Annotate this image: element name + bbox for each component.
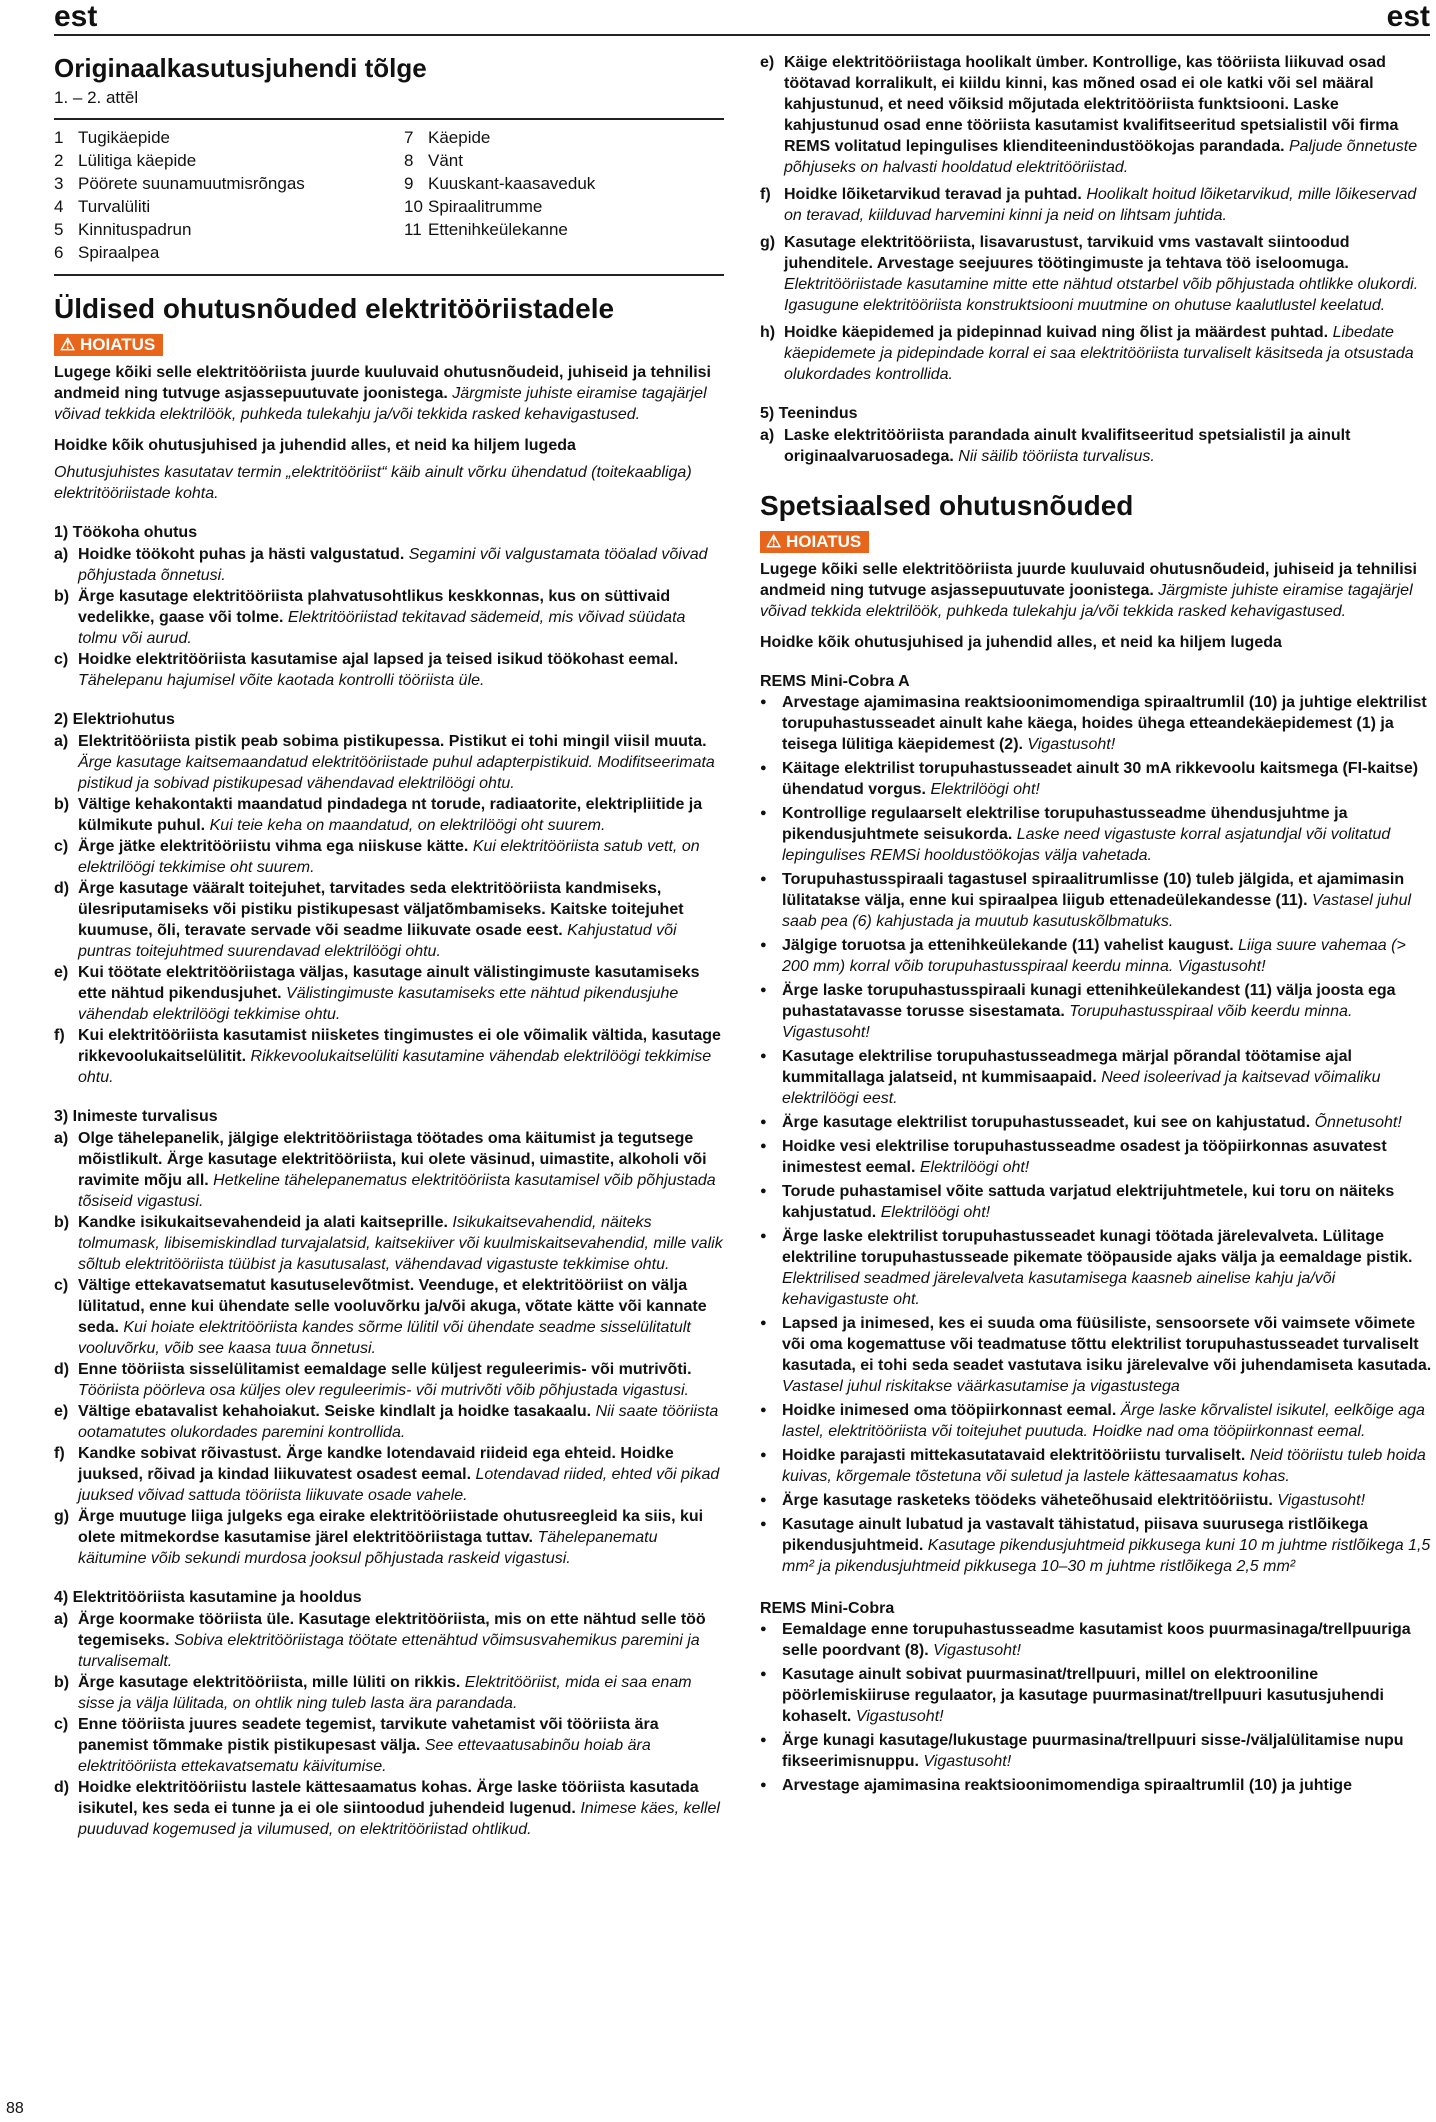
- part-item: [54, 126, 404, 149]
- bullet-icon: ●: [760, 1668, 767, 1680]
- bullet-icon: ●: [760, 1449, 767, 1461]
- part-number: 6: [54, 243, 64, 262]
- bullet-text: [782, 1226, 1436, 1310]
- parts-list: [54, 126, 724, 264]
- instruction-item: [54, 1275, 724, 1359]
- item-italic-text: Tööriista pöörleva osa küljes olev reguleerimis- või mutrivõti võib põhjustada vigastusi.: [78, 1382, 689, 1399]
- bullet-text: [782, 1619, 1436, 1661]
- instruction-item: [54, 649, 724, 691]
- bullet-item: [760, 1112, 1436, 1133]
- instruction-item: [54, 1443, 724, 1506]
- part-label: Spiraalpea: [78, 243, 160, 262]
- section-title: 4) Elektritööriista kasutamine ja hooldus: [54, 1589, 362, 1606]
- bullet-italic-text: Torupuhastusspiraal võib keerdu minna. Vigastusoht!: [782, 1003, 1353, 1041]
- bullet-italic-text: Laske need vigastuste korral asjatundjal või volitatud lepingulises REMSi hooldustöökojas välja vahetada.: [782, 826, 1391, 864]
- item-italic-text: Segamini või valgustamata tööalad võivad põhjustada õnnetusi.: [78, 546, 708, 584]
- bullet-italic-text: Neid tööriistu tuleb hoida kuivas, kõrgemale tõstetuna või suletud ja lastele kättesaamatus kohas.: [782, 1447, 1426, 1485]
- instruction-item: [54, 794, 724, 836]
- item-letter: e): [54, 1403, 69, 1420]
- bullet-icon: ●: [760, 1230, 767, 1242]
- service-title: 5) Teenindus: [760, 405, 858, 422]
- bullet-item: [760, 758, 1436, 800]
- bullet-italic-text: Vigastusoht!: [1277, 1492, 1366, 1509]
- item-bold-text: Olge tähelepanelik, jälgige elektritööriistaga töötades oma käitumist ja tegutsege mõistlikult. Ärge kasutage elektritööriista, kui olete väsinud, uimastite, alkoholi või ravimite mõju all.: [78, 1130, 707, 1189]
- item-italic-text: Hoolikalt hoitud lõiketarvikud, mille lõikeservad on teravad, kiilduvad harvemini kinni ja neid on lihtsam juhtida.: [784, 186, 1417, 224]
- bullet-icon: ●: [760, 1779, 767, 1791]
- bullet-text: [782, 1181, 1436, 1223]
- bullet-bold-text: Kasutage elektrilise torupuhastusseadmega märjal põrandal töötamise ajal kummitallaga jalatseid, nt kummisaapaid.: [782, 1048, 1352, 1086]
- bullet-bold-text: Ärge kasutage rasketeks töödeks väheteõhusaid elektritööriistu.: [782, 1492, 1273, 1509]
- bullet-item: [760, 1619, 1436, 1661]
- bullet-italic-text: Kasutage pikendusjuhtmeid pikkusega kuni 10 m juhtme ristlõikega 1,5 mm² ja pikendusjuhtmeid pikkusega 10–30 m juhtme ristlõikega 2,5 mm²: [782, 1537, 1431, 1575]
- bullet-icon: ●: [760, 939, 767, 951]
- bullet-icon: ●: [760, 1185, 767, 1197]
- general-safety-title: Üldised ohutusnõuded elektritööriistadele: [54, 293, 615, 324]
- bullet-icon: ●: [760, 1404, 767, 1416]
- bullet-bold-text: Hoidke parajasti mittekasutatavaid elektritööriistu turvaliselt.: [782, 1447, 1246, 1464]
- item-italic-text: Paljude õnnetuste põhjuseks on halvasti hooldatud elektritööriistad.: [784, 138, 1418, 176]
- bullet-bold-text: Kontrollige regulaarselt elektrilise torupuhastusseadme ühendusjuhtme ja pikendusjuhtmete seisukorda.: [782, 805, 1348, 843]
- bullet-italic-text: Vastasel juhul riskitakse väärkasutamise ja vigastustega: [782, 1378, 1180, 1395]
- bullet-text: [782, 1664, 1436, 1727]
- bullet-text: [782, 935, 1436, 977]
- item-bold-text: Elektritööriista pistik peab sobima pistikupessa. Pistikut ei tohi mingil viisil muuta.: [78, 733, 707, 750]
- bullet-bold-text: Torude puhastamisel võite sattuda varjatud elektrijuhtmetele, kui toru on näiteks kahjustatud.: [782, 1183, 1395, 1221]
- bullet-italic-text: Elektrilöögi oht!: [930, 781, 1040, 798]
- item-letter: c): [54, 1716, 69, 1733]
- language-code-right: est: [1386, 0, 1430, 33]
- item-letter: a): [54, 1611, 69, 1628]
- bullet-bold-text: Jälgige toruotsa ja ettenihkeülekande (11) vahelist kaugust.: [782, 937, 1234, 954]
- item-italic-text: Lotendavad riided, ehted või pikad juuksed võivad sattuda tööriista liikuvate osade vahele.: [78, 1466, 720, 1504]
- bullet-bold-text: Arvestage ajamimasina reaktsioonimomendiga spiraaltrumlil (10) ja juhtige elektrilist torupuhastusseadet ainult kahe käega, hoides ühega etteandekäepidemest (1) ja teisega lülitiga käepidemest (2).: [782, 694, 1427, 753]
- header-rule: [54, 34, 1430, 36]
- item-letter: g): [54, 1508, 70, 1525]
- item-italic-text: Isikukaitsevahendid, näiteks tolmumask, libisemiskindlad turvajalatsid, kaitsekiiver või kuulmiskaitsevahendid, mille valik sõltub elektritööriista tüübist ja kasutusalast, vähendavad vigastuste tekkimise ohtu.: [78, 1214, 723, 1273]
- instruction-item: [54, 1212, 724, 1275]
- left-sections: [54, 522, 724, 1840]
- left-column: [54, 52, 724, 1840]
- section-title: 1) Töökoha ohutus: [54, 524, 198, 541]
- item-text: [78, 1506, 724, 1569]
- item-letter: h): [760, 324, 776, 341]
- item-bold-text: Laske elektritööriista parandada ainult kvalifitseeritud spetsialistil ja ainult originaalvaruosadega.: [784, 427, 1351, 465]
- part-item: [54, 149, 404, 172]
- item-text: [78, 1777, 724, 1840]
- item-italic-text: Kui hoiate elektritööriista kandes sõrme lülitil või ühendate seadme sisselülitatult vooluvõrku, võib see kaasa tuua õnnetusi.: [78, 1319, 691, 1357]
- bullet-icon: ●: [760, 1140, 767, 1152]
- item-italic-text: Elektritööriistade kasutamine mitte ette nähtud otstarbel võib põhjustada ohtlikke olukordi. Igasugune elektritööriista konstruktsiooni muutmine on ohutuse kaalutlustel keelatud.: [784, 276, 1419, 314]
- item-italic-text: Kui teie keha on maandatud, on elektrilöögi oht suurem.: [209, 817, 606, 834]
- bullet-item: [760, 803, 1436, 866]
- item-italic-text: Tähelepanu hajumisel võite kaotada kontrolli tööriista üle.: [78, 672, 485, 689]
- item-bold-text: Ärge kasutage elektritööriista, mille lüliti on rikkis.: [78, 1674, 461, 1691]
- bullet-item: [760, 869, 1436, 932]
- right-column: [760, 52, 1436, 1799]
- item-letter: f): [760, 186, 771, 203]
- item-italic-text: See ettevaatusabinõu hoiab ära elektritööriista ettekavatsematu käivitumise.: [78, 1737, 651, 1775]
- bullet-bold-text: Arvestage ajamimasina reaktsioonimomendiga spiraaltrumlil (10) ja juhtige: [782, 1777, 1352, 1794]
- item-bold-text: Hoidke lõiketarvikud teravad ja puhtad.: [784, 186, 1082, 203]
- bullet-bold-text: Ärge laske torupuhastusspiraali kunagi ettenihkeülekandest (11) välja joosta ega puhastatavasse torusse sisestamata.: [782, 982, 1396, 1020]
- bullet-item: [760, 1730, 1436, 1772]
- bullet-bold-text: Hoidke vesi elektrilise torupuhastusseadme osadest ja tööpiirkonnas asuvatest inimestest eemal.: [782, 1138, 1387, 1176]
- item-text: [78, 836, 724, 878]
- item-letter: d): [54, 1361, 70, 1378]
- intro-right: Lugege kõiki selle elektritööriista juurde kuuluvaid ohutusnõudeid, juhiseid ja tehnilisi andmeid ning tutvuge asjassepuutuvate joonistega. Järgmiste juhiste eiramise tagajärjel võivad tekkida elektrilöök, puhkeda tulekahju ja/või tekkida rasked kehavigastused.: [760, 561, 1417, 620]
- bullet-text: [782, 803, 1436, 866]
- bullet-italic-text: Vastasel juhul saab pea (6) kahjustada ja muutub kasutuskõlbmatuks.: [782, 892, 1412, 930]
- item-letter: d): [54, 1779, 70, 1796]
- item-text: [78, 1359, 724, 1401]
- bullet-italic-text: Vigastusoht!: [923, 1753, 1012, 1770]
- bullet-bold-text: Hoidke inimesed oma tööpiirkonnast eemal.: [782, 1402, 1117, 1419]
- bullet-text: [782, 758, 1436, 800]
- item-text: [78, 1672, 724, 1714]
- bullet-text: [782, 1730, 1436, 1772]
- item-bold-text: Vältige ebatavalist kehahoiakut. Seiske kindlalt ja hoidke tasakaalu.: [78, 1403, 592, 1420]
- bullet-text: [782, 1775, 1436, 1796]
- bullet-bold-text: Ärge kasutage elektrilist torupuhastusseadet, kui see on kahjustatud.: [782, 1114, 1311, 1131]
- item-letter: a): [54, 733, 69, 750]
- part-item: [54, 241, 404, 264]
- bullet-italic-text: Elektrilöögi oht!: [880, 1204, 991, 1221]
- item-text: [78, 1714, 724, 1777]
- part-number: 8: [404, 151, 414, 170]
- item-letter: f): [54, 1445, 65, 1462]
- item-text: [784, 425, 1436, 467]
- part-item: [54, 195, 404, 218]
- part-item: [54, 218, 404, 241]
- bullet-bold-text: Ärge kunagi kasutage/lukustage puurmasina/trellpuuri sisse-/väljalülitamise nupu fikseerimisnuppu.: [782, 1732, 1404, 1770]
- bullet-bold-text: Ärge laske elektrilist torupuhastusseadet kunagi töötada järelevalveta. Lülitage elektriline torupuhastusseade pikemate tööpauside ajaks välja ja eemaldage pistik.: [782, 1228, 1413, 1266]
- item-text: [78, 1128, 724, 1212]
- bullet-bold-text: Kasutage ainult sobivat puurmasinat/trellpuuri, millel on elektrooniline pöörlemiskiiruse regulaator, ja kasutage puurmasinat/trellpuuri kasutusjuhendi kohaselt.: [782, 1666, 1384, 1725]
- service-items: [760, 425, 1436, 467]
- instruction-item: [54, 1672, 724, 1714]
- item-italic-text: Inimese käes, kellel puuduvad kogemused ja vilumused, on elektritööriistad ohtlikud.: [78, 1800, 720, 1838]
- instruction-item: [54, 1777, 724, 1840]
- instruction-item: [760, 184, 1436, 226]
- instruction-item: [54, 1359, 724, 1401]
- part-number: 11: [404, 220, 422, 239]
- item-bold-text: Kui elektritööriista kasutamist niisketes tingimustes ei ole võimalik vältida, kasutage rikkevoolukaitselülitit.: [78, 1027, 721, 1065]
- bullet-bold-text: Eemaldage enne torupuhastusseadme kasutamist koos puurmasinaga/trellpuuriga selle poordvant (8).: [782, 1621, 1411, 1659]
- part-item: [404, 126, 724, 149]
- bullet-icon: ●: [760, 1050, 767, 1062]
- bullet-italic-text: Ärge laske kõrvalistel isikutel, eelkõige aga lastel, elektritööriista või toitejuhet puutuda. Hoidke nad oma tööpiirkonnast eemal.: [782, 1402, 1425, 1440]
- bullet-item: [760, 1514, 1436, 1577]
- item-text: [78, 1609, 724, 1672]
- bullet-icon: ●: [760, 762, 767, 774]
- item-text: [78, 962, 724, 1025]
- bullet-italic-text: Need isoleerivad ja kaitsevad võimaliku elektrilöögi eest.: [782, 1069, 1381, 1107]
- part-item: [404, 218, 724, 241]
- bullet-italic-text: Vigastusoht!: [855, 1708, 944, 1725]
- item-text: [784, 52, 1436, 178]
- item-text: [78, 649, 724, 691]
- bullet-italic-text: Elektrilised seadmed järelevalveta kasutamisega kaasneb ainelise kahju ja/või kehavigastuste oht.: [782, 1270, 1336, 1308]
- item-italic-text: Kui elektritööriista satub vett, on elektrilöögi tekkimise oht suurem.: [78, 838, 700, 876]
- instruction-item: [760, 52, 1436, 178]
- bullet-icon: ●: [760, 1518, 767, 1530]
- part-label: Turvalüliti: [78, 197, 151, 216]
- bullet-item: [760, 1775, 1436, 1796]
- item-text: [784, 184, 1436, 226]
- figure-reference: 1. – 2. attēl: [54, 88, 139, 107]
- item-letter: b): [54, 588, 70, 605]
- part-label: Kinnituspadrun: [78, 220, 192, 239]
- item-letter: c): [54, 1277, 69, 1294]
- part-item: [404, 149, 724, 172]
- bullet-bold-text: Käitage elektrilist torupuhastusseadet ainult 30 mA rikkevoolu kaitsmega (FI-kaitse) ühendatud vorgus.: [782, 760, 1419, 798]
- instruction-item: [54, 586, 724, 649]
- instruction-item: [54, 836, 724, 878]
- item-bold-text: Enne tööriista juures seadete tegemist, tarvikute vahetamist või tööriista ära panemist tõmmake pistik pistikupesast välja.: [78, 1716, 659, 1754]
- part-label: Käepide: [428, 128, 491, 147]
- bullet-text: [782, 1445, 1436, 1487]
- item-italic-text: Sobiva elektritööriistaga töötate ettenähtud võimsusvahemikus paremini ja turvalisemalt.: [78, 1632, 700, 1670]
- item-text: [78, 794, 724, 836]
- bullet-item: [760, 1181, 1436, 1223]
- part-item: [54, 172, 404, 195]
- item-letter: f): [54, 1027, 65, 1044]
- item-letter: b): [54, 1214, 70, 1231]
- bullet-item: [760, 1445, 1436, 1487]
- bullet-italic-text: Liiga suure vahemaa (> 200 mm) korral võib torupuhastusspiraal keerdu minna. Vigastusoht!: [782, 937, 1406, 975]
- part-number: 10: [404, 197, 423, 216]
- instruction-item: [54, 544, 724, 586]
- item-letter: a): [54, 1130, 69, 1147]
- warning-triangle-icon: ⚠: [766, 532, 782, 551]
- item-italic-text: Elektritööriist, mida ei saa enam sisse ja välja lülitada, on ohtlik ning tuleb lasta ära parandada.: [78, 1674, 692, 1712]
- bullet-text: [782, 869, 1436, 932]
- item-bold-text: Hoidke käepidemed ja pidepinnad kuivad ning õlist ja määrdest puhtad.: [784, 324, 1329, 341]
- item-italic-text: Nii saate tööriista ootamatutes olukordades paremini kontrollida.: [78, 1403, 719, 1441]
- bullet-icon: ●: [760, 696, 767, 708]
- instruction-item: [54, 1609, 724, 1672]
- part-number: 2: [54, 151, 64, 170]
- bullet-icon: ●: [760, 1494, 767, 1506]
- item-italic-text: Elektritööriistad tekitavad sädemeid, mis võivad süüdata tolmu või aurud.: [78, 609, 686, 647]
- bullet-text: [782, 1112, 1436, 1133]
- bullet-item: [760, 1313, 1436, 1397]
- special-safety-title: Spetsiaalsed ohutusnõuded: [760, 490, 1134, 521]
- keep-instructions-left: Hoidke kõik ohutusjuhised ja juhendid alles, et neid ka hiljem lugeda: [54, 437, 576, 454]
- instruction-item: [54, 1401, 724, 1443]
- bullet-icon: ●: [760, 984, 767, 996]
- item-italic-text: Nii säilib tööriista turvalisus.: [958, 448, 1155, 465]
- bullet-bold-text: Kasutage ainult lubatud ja vastavalt tähistatud, piisava suurusega ristlõikega pikendusjuhtmeid.: [782, 1516, 1368, 1554]
- bullet-item: [760, 1046, 1436, 1109]
- item-bold-text: Kui töötate elektritööriistaga väljas, kasutage ainult välistingimuste kasutamiseks ette nähtud pikendusjuhet.: [78, 964, 700, 1002]
- model-heading-b: REMS Mini-Cobra: [760, 1600, 895, 1617]
- part-label: Spiraalitrumme: [428, 197, 543, 216]
- part-number: 7: [404, 128, 414, 147]
- bullet-italic-text: Vigastusoht!: [933, 1642, 1021, 1659]
- warning-badge-right: ⚠ HOIATUS: [760, 531, 869, 553]
- part-label: Vänt: [428, 151, 463, 170]
- item-letter: c): [54, 651, 69, 668]
- item-italic-text: Välistingimuste kasutamiseks ette nähtud pikendusjuhe vähendab elektrilöögi tekkimise ohtu.: [78, 985, 679, 1023]
- bullet-text: [782, 1514, 1436, 1577]
- language-code-left: est: [54, 0, 98, 33]
- bullet-icon: ●: [760, 1317, 767, 1329]
- warning-triangle-icon: ⚠: [60, 335, 76, 354]
- bullet-bold-text: Torupuhastusspiraali tagastusel spiraalitrumlisse (10) tuleb jälgida, et ajamimasin lülitatakse välja, enne kui spiraalpea liigub ettenadeülekandesse (11).: [782, 871, 1405, 909]
- part-item: [404, 172, 724, 195]
- instruction-item: [54, 1714, 724, 1777]
- part-label: Pöörete suunamuutmisrõngas: [78, 174, 305, 193]
- item-text: [78, 878, 724, 962]
- item-bold-text: Ärge koormake tööriista üle. Kasutage elektritööriista, mis on ette nähtud selle töö tegemiseks.: [78, 1611, 706, 1649]
- item-italic-text: Rikkevoolukaitselüliti kasutamine vähendab elektrilöögi tekkimise ohtu.: [78, 1048, 712, 1086]
- item-bold-text: Ärge kasutage elektritööriista plahvatusohtlikus keskkonnas, kus on süttivaid vedelikke, gaase või tolme.: [78, 588, 671, 626]
- item-bold-text: Käige elektritööriistaga hoolikalt ümber. Kontrollige, kas tööriista liikuvad osad töötavad korralikult, ei kiildu kinni, kas mõned osad ei ole katki või sel määral kahjustunud, et need võiksid mõjutada elektritööriista funktsiooni. Laske kahjustunud osad enne tööriista kasutamist kvalifitseeritud spetsialistil või firma REMS volitatud lepingulises klienditeenindustöökojas parandada.: [784, 54, 1399, 155]
- bullet-italic-text: Vigastusoht!: [1027, 736, 1116, 753]
- bullet-text: [782, 1490, 1436, 1511]
- item-italic-text: Ärge kasutage kaitsemaandatud elektritööriistade puhul adapterpistikuid. Modifitseerimata pistikud ja sobivad pistikupesad vähendavad elektrilöögi ohtu.: [78, 754, 715, 792]
- bullet-text: [782, 692, 1436, 755]
- intro-left: Lugege kõiki selle elektritööriista juurde kuuluvaid ohutusnõudeid, juhiseid ja tehnilisi andmeid ning tutvuge asjassepuutuvate joonistega. Järgmiste juhiste eiramise tagajärjel võivad tekkida elektrilöök, puhkeda tulekahju ja/või tekkida rasked kehavigastused.: [54, 364, 711, 423]
- bullet-icon: ●: [760, 1734, 767, 1746]
- part-number: 5: [54, 220, 64, 239]
- item-italic-text: Libedate käepidemete ja pidepindade korral ei saa elektritööriista turvaliselt käsitseda ja otsustada olukordades kontrollida.: [784, 324, 1414, 383]
- item-letter: a): [54, 546, 69, 563]
- item-bold-text: Ärge muutuge liiga julgeks ega eirake elektritööriistade ohutusreegleid ka siis, kui olete mitmekordse kasutamise järel elektritööriistaga tuttav.: [78, 1508, 704, 1546]
- item-letter: g): [760, 234, 776, 251]
- instruction-item: [54, 1506, 724, 1569]
- item-letter: b): [54, 1674, 70, 1691]
- part-number: 9: [404, 174, 414, 193]
- bullet-item: [760, 980, 1436, 1043]
- part-label: Tugikäepide: [78, 128, 170, 147]
- item-text: [78, 1212, 724, 1275]
- bullet-item: [760, 1136, 1436, 1178]
- bullet-italic-text: Elektrilöögi oht!: [919, 1159, 1030, 1176]
- item-italic-text: Hetkeline tähelepanematus elektritööriista kasutamisel võib põhjustada tõsiseid vigastusi.: [78, 1172, 716, 1210]
- part-number: 3: [54, 174, 64, 193]
- item-bold-text: Hoidke elektritööriistu lastele kättesaamatus kohas. Ärge laske tööriista kasutada isikutel, kes seda ei tunne ja ei ole siintoodud juhendeid lugenud.: [78, 1779, 699, 1817]
- item-text: [78, 544, 724, 586]
- section-title: 3) Inimeste turvalisus: [54, 1108, 218, 1125]
- item-text: [78, 1275, 724, 1359]
- item-bold-text: Kandke isikukaitsevahendeid ja alati kaitseprille.: [78, 1214, 448, 1231]
- bullet-item: [760, 692, 1436, 755]
- instruction-item: [760, 322, 1436, 385]
- part-number: 1: [54, 128, 64, 147]
- bullet-icon: ●: [760, 1623, 767, 1635]
- bullet-item: [760, 1490, 1436, 1511]
- item-letter: a): [760, 427, 775, 444]
- item-letter: e): [54, 964, 69, 981]
- item-text: [78, 1025, 724, 1088]
- part-number: 4: [54, 197, 64, 216]
- bullet-text: [782, 1313, 1436, 1397]
- item-italic-text: Kahjustatud või puntras toitejuhtmed suurendavad elektrilöögi ohtu.: [78, 922, 677, 960]
- bullet-icon: ●: [760, 807, 767, 819]
- part-item: [404, 195, 724, 218]
- bullet-text: [782, 1400, 1436, 1442]
- bullet-item: [760, 1664, 1436, 1727]
- term-note: Ohutusjuhistes kasutatav termin „elektritööriist“ käib ainult võrku ühendatud (toitekaabliga) elektritööriistade kohta.: [54, 464, 692, 502]
- keep-instructions-right: Hoidke kõik ohutusjuhised ja juhendid alles, et neid ka hiljem lugeda: [760, 634, 1282, 651]
- instruction-item: [760, 425, 1436, 467]
- bullet-item: [760, 1226, 1436, 1310]
- item-letter: d): [54, 880, 70, 897]
- part-label: Kuuskant-kaasaveduk: [428, 174, 596, 193]
- instruction-item: [54, 731, 724, 794]
- item-bold-text: Kandke sobivat rõivastust. Ärge kandke lotendavaid riideid ega ehteid. Hoidke juuksed, rõivad ja kindad liikuvatest osadest eemal.: [78, 1445, 674, 1483]
- instruction-item: [54, 1025, 724, 1088]
- part-item: [404, 241, 724, 264]
- bullet-text: [782, 980, 1436, 1043]
- right-continued-items: [760, 52, 1436, 385]
- item-italic-text: Tähelepanematu käitumine võib sekundi murdosa jooksul põhjustada raskeid vigastusi.: [78, 1529, 658, 1567]
- item-text: [784, 322, 1436, 385]
- instruction-item: [54, 962, 724, 1025]
- item-bold-text: Hoidke elektritööriista kasutamise ajal lapsed ja teised isikud töökohast eemal.: [78, 651, 679, 668]
- item-bold-text: Kasutage elektritööriista, lisavarustust, tarvikuid vms vastavalt siintoodud juhenditele. Arvestage seejuures töötingimuste ja tehtava töö iseloomuga.: [784, 234, 1350, 272]
- bullet-item: [760, 935, 1436, 977]
- bullet-icon: ●: [760, 873, 767, 885]
- item-bold-text: Vältige ettekavatsematut kasutuselevõtmist. Veenduge, et elektritööriist on välja lülitatud, enne kui ühendate selle vooluvõrku ja/või akuga, võtate kätte või kannate seda.: [78, 1277, 707, 1336]
- bullet-text: [782, 1136, 1436, 1178]
- bullets-model-a: [760, 692, 1436, 1577]
- section-title: 2) Elektriohutus: [54, 711, 175, 728]
- instruction-item: [54, 878, 724, 962]
- item-letter: c): [54, 838, 69, 855]
- bullet-italic-text: Õnnetusoht!: [1314, 1114, 1402, 1131]
- model-heading-a: REMS Mini-Cobra A: [760, 673, 910, 690]
- item-letter: b): [54, 796, 70, 813]
- item-text: [78, 1401, 724, 1443]
- instruction-item: [760, 232, 1436, 316]
- bullet-icon: ●: [760, 1116, 767, 1128]
- item-bold-text: Enne tööriista sisselülitamist eemaldage selle küljest reguleerimis- või mutrivõti.: [78, 1361, 692, 1378]
- item-bold-text: Ärge jätke elektritööriistu vihma ega niiskuse kätte.: [78, 838, 469, 855]
- item-text: [78, 1443, 724, 1506]
- item-bold-text: Ärge kasutage vääralt toitejuhet, tarvitades seda elektritööriista kandmiseks, ülesriputamiseks või pistiku pistikupesast väljatõmbamiseks. Kaitske toitejuhet kuumuse, õli, teravate servade või seadme liikuvate osade eest.: [78, 880, 684, 939]
- part-label: Lülitiga käepide: [78, 151, 197, 170]
- instruction-item: [54, 1128, 724, 1212]
- manual-title: Originaalkasutusjuhendi tõlge: [54, 53, 427, 83]
- bullet-bold-text: Lapsed ja inimesed, kes ei suuda oma füüsiliste, sensoorsete või vaimsete võimete või oma kogemattuse või teadmatuse tõttu elektrilist torupuhastusseadet turvaliselt kasutada, ei tohi seda seadet vastutava isiku järelevalve või juhendamiseta kasutada.: [782, 1315, 1432, 1374]
- warning-badge-left: ⚠ HOIATUS: [54, 334, 163, 356]
- item-text: [784, 232, 1436, 316]
- item-text: [78, 586, 724, 649]
- bullet-text: [782, 1046, 1436, 1109]
- item-bold-text: Hoidke töökoht puhas ja hästi valgustatud.: [78, 546, 405, 563]
- page-number: 88: [6, 2100, 24, 2117]
- part-label: Ettenihkeülekanne: [428, 220, 568, 239]
- bullet-item: [760, 1400, 1436, 1442]
- item-letter: e): [760, 54, 775, 71]
- item-bold-text: Vältige kehakontakti maandatud pindadega nt torude, radiaatorite, elektripliitide ja külmikute puhul.: [78, 796, 703, 834]
- bullets-model-b: [760, 1619, 1436, 1796]
- item-text: [78, 731, 724, 794]
